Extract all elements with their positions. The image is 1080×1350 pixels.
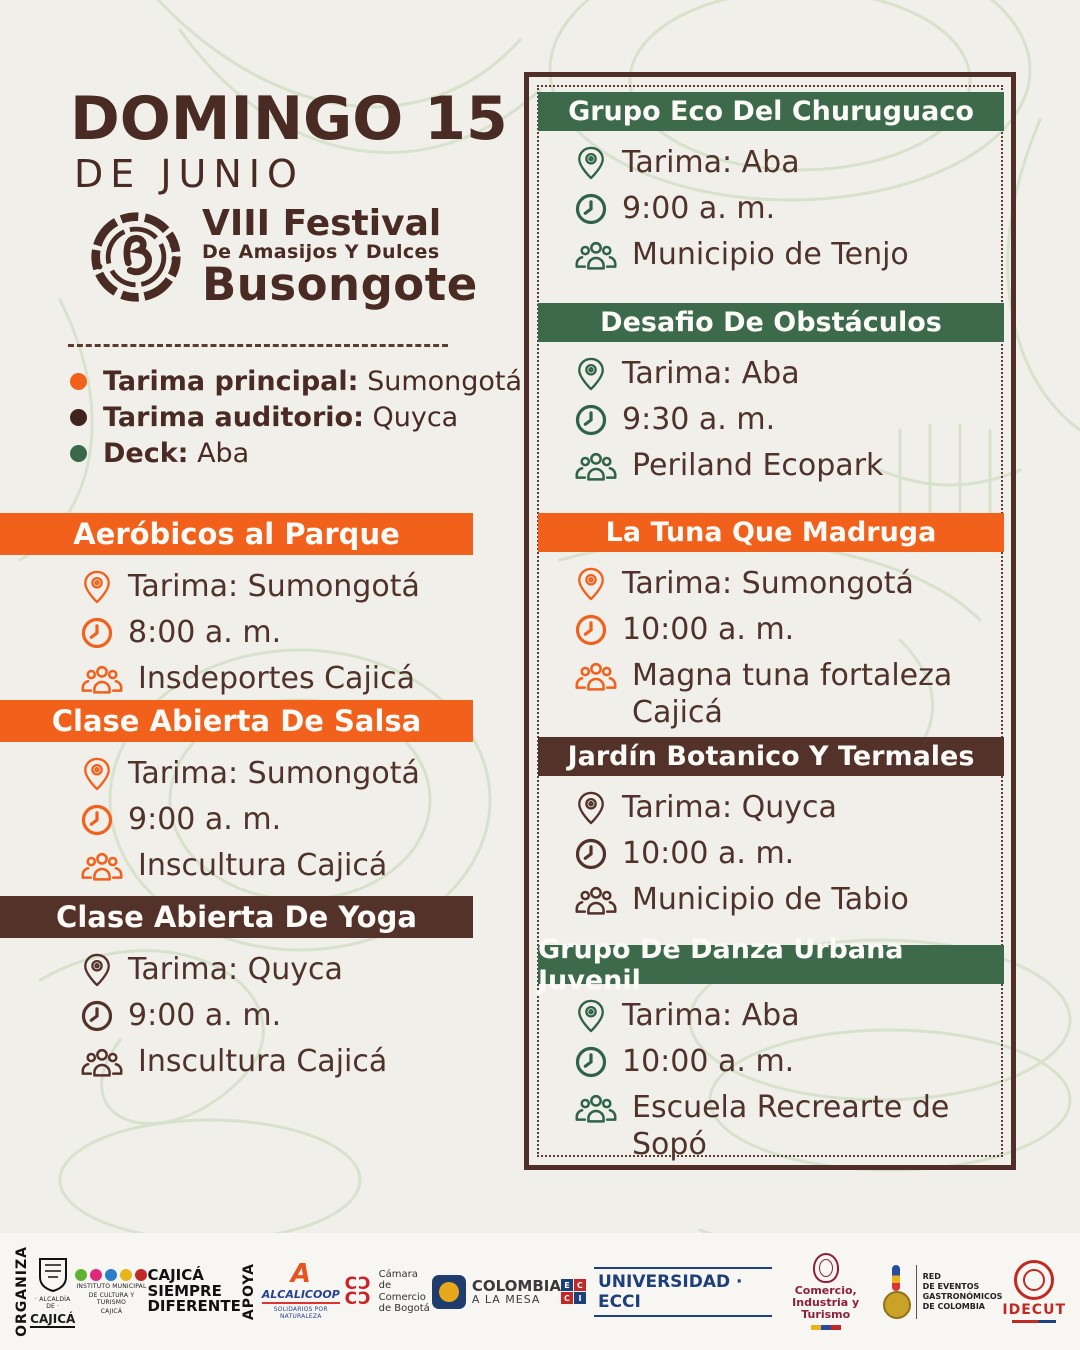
event-title: Desafio De Obstáculos <box>600 307 942 338</box>
logo-red-eventos-gastronomicos: RED DE EVENTOS GASTRONÓMICOS DE COLOMBIA <box>880 1265 1003 1319</box>
festival-logo <box>88 203 478 312</box>
legend-dot-orange <box>70 373 87 390</box>
event-time-row: 9:00 a. m. <box>80 801 450 838</box>
event-time-row: 9:30 a. m. <box>574 401 974 438</box>
people-icon <box>80 1043 124 1080</box>
logo-comercio-industria-turismo: Comercio, Industria y Turismo <box>772 1253 880 1330</box>
event-time-row: 9:00 a. m. <box>80 997 450 1034</box>
logo-alcalicoop: A ALCALICOOP SOLIDARIOS POR NATURALEZA <box>261 1258 340 1321</box>
event-title: Grupo Eco Del Churuguaco <box>568 96 974 127</box>
clock-icon <box>80 997 114 1034</box>
clock-icon <box>574 1043 608 1080</box>
event-title: Aeróbicos al Parque <box>73 517 400 551</box>
organiza-label: ORGANIZA <box>14 1246 30 1337</box>
event-location-row: Tarima: Aba <box>574 355 974 392</box>
idecut-underline <box>1012 1320 1056 1323</box>
festival-logo-stamp-icon <box>88 209 184 305</box>
location-pin-icon <box>574 789 608 826</box>
event-title-bar <box>538 737 1004 776</box>
location-pin-icon <box>80 755 114 792</box>
event-card-salsa <box>0 700 473 884</box>
event-group-row: Periland Ecopark <box>574 447 974 484</box>
event-location-row: Tarima: Aba <box>574 997 974 1034</box>
event-card-aerobicos <box>0 513 473 697</box>
mincit-crest-icon <box>813 1253 839 1283</box>
people-icon <box>574 236 618 273</box>
location-pin-icon <box>574 144 608 181</box>
ecci-blocks-icon: E C C I <box>561 1279 586 1304</box>
event-group-row: Municipio de Tabio <box>574 881 974 918</box>
event-title-bar <box>538 303 1004 342</box>
legend-item-deck: Deck: Aba <box>70 436 522 470</box>
location-pin-icon <box>80 568 114 605</box>
legend-dot-brown <box>70 409 87 426</box>
logo-colombia-a-la-mesa: COLOMBIA A LA MESA <box>432 1275 561 1309</box>
event-group-row: Inscultura Cajicá <box>80 847 450 884</box>
event-time-row: 9:00 a. m. <box>574 190 974 227</box>
people-icon <box>574 447 618 484</box>
alcalicoop-a-icon: A <box>290 1258 311 1289</box>
event-card-obstaculos <box>538 303 1004 484</box>
event-title-bar <box>0 700 473 742</box>
people-icon <box>574 657 618 694</box>
legend-item-tarima-auditorio: Tarima auditorio: Quyca <box>70 400 522 434</box>
event-title: Grupo De Danza Urbana Juvenil <box>538 933 904 996</box>
people-icon <box>574 1089 618 1126</box>
clock-icon <box>80 801 114 838</box>
sponsors-footer <box>0 1233 1080 1350</box>
event-location-row: Tarima: Aba <box>574 144 974 181</box>
stage-legend <box>70 364 522 470</box>
event-title-bar <box>538 513 1004 552</box>
dashed-separator <box>68 344 448 347</box>
event-location-row: Tarima: Sumongotá <box>80 568 450 605</box>
clock-icon <box>574 401 608 438</box>
event-title: La Tuna Que Madruga <box>605 517 937 548</box>
divider <box>916 1265 917 1319</box>
location-pin-icon <box>574 997 608 1034</box>
event-time-row: 8:00 a. m. <box>80 614 450 651</box>
location-pin-icon <box>574 355 608 392</box>
event-group-row: Inscultura Cajicá <box>80 1043 450 1080</box>
event-card-tuna <box>538 513 1004 731</box>
clock-icon <box>80 614 114 651</box>
logo-cajica-siempre-diferente: CAJICÁ SIEMPRE DIFERENTE <box>147 1265 241 1316</box>
logo-instituto-cultura-turismo: INSTITUTO MUNICIPAL DE CULTURA Y TURISMO CAJICÁ <box>75 1269 147 1315</box>
event-card-danza <box>538 933 1004 1163</box>
event-time-row: 10:00 a. m. <box>574 835 974 872</box>
apoya-label: APOYA <box>240 1262 257 1321</box>
event-location-row: Tarima: Quyca <box>80 951 450 988</box>
imct-circles-icon <box>75 1269 147 1281</box>
event-card-jardin <box>538 737 1004 918</box>
event-group-row: Magna tuna fortaleza Cajicá <box>574 657 974 731</box>
legend-dot-green <box>70 445 87 462</box>
idecut-spiral-icon <box>1014 1260 1054 1300</box>
people-icon <box>80 660 124 697</box>
date-subtitle: DE JUNIO <box>74 152 304 196</box>
logo-alcaldia-cajica: · ALCALDÍA DE · CAJICÁ <box>30 1256 75 1328</box>
cajica-crest-icon <box>36 1256 70 1294</box>
event-time-row: 10:00 a. m. <box>574 1043 974 1080</box>
colombia-mesa-icon <box>432 1275 466 1309</box>
event-location-row: Tarima: Sumongotá <box>574 565 974 602</box>
clock-icon <box>574 190 608 227</box>
event-location-row: Tarima: Quyca <box>574 789 974 826</box>
event-time-row: 10:00 a. m. <box>574 611 974 648</box>
right-schedule-box <box>524 72 1016 1170</box>
date-title: DOMINGO 15 <box>70 84 508 154</box>
event-title-bar <box>0 896 473 938</box>
location-pin-icon <box>80 951 114 988</box>
event-card-churuguaco <box>538 92 1004 273</box>
logo-universidad-ecci: E C C I UNIVERSIDAD · ECCI <box>561 1267 772 1317</box>
event-group-row: Municipio de Tenjo <box>574 236 974 273</box>
colombia-flag-icon <box>811 1325 841 1330</box>
event-title-bar <box>538 933 1004 996</box>
event-group-row: Escuela Recrearte de Sopó <box>574 1089 974 1163</box>
event-location-row: Tarima: Sumongotá <box>80 755 450 792</box>
event-title: Jardín Botanico Y Termales <box>567 741 975 772</box>
event-title: Clase Abierta De Yoga <box>56 900 417 934</box>
location-pin-icon <box>574 565 608 602</box>
event-title-bar <box>0 513 473 555</box>
festival-name-line2: De Amasijos Y Dulces <box>202 240 440 263</box>
clock-icon <box>574 835 608 872</box>
people-icon <box>80 847 124 884</box>
logo-camara-comercio-bogota: CƆ CƆ Cámara de Comercio de Bogotá <box>344 1268 430 1314</box>
clock-icon <box>574 611 608 648</box>
people-icon <box>574 881 618 918</box>
event-group-row: Insdeportes Cajicá <box>80 660 450 697</box>
event-card-yoga <box>0 896 473 1080</box>
medal-icon <box>880 1265 910 1319</box>
festival-name-line1: VIII Festival <box>202 203 442 244</box>
event-title-bar <box>538 92 1004 131</box>
ccb-mark-icon: CƆ CƆ <box>344 1274 372 1309</box>
logo-idecut: IDECUT <box>1002 1260 1066 1323</box>
festival-name-line3: Busongote <box>202 258 478 312</box>
event-title: Clase Abierta De Salsa <box>51 704 422 738</box>
legend-item-tarima-principal: Tarima principal: Sumongotá <box>70 364 522 398</box>
